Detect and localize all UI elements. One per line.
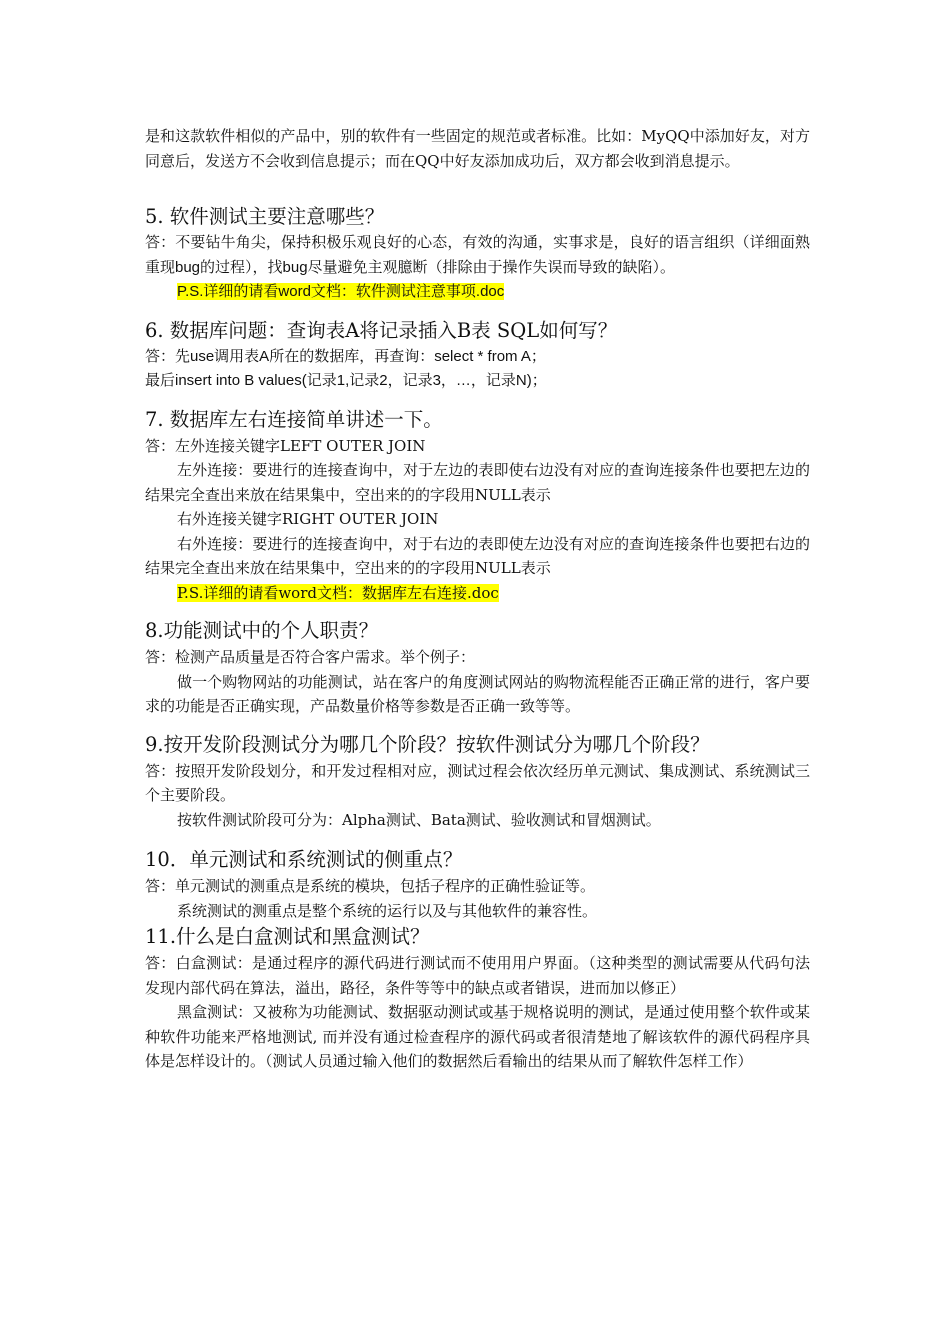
- question-6-line-2: 最后insert into B values(记录1,记录2，记录3，…，记录N)；: [145, 372, 547, 389]
- highlighted-note: P.S.详细的请看word文档：数据库左右连接.doc: [177, 583, 499, 602]
- question-7-line-2: 左外连接：要进行的连接查询中，对于左边的表即使右边没有对应的查询连接条件也要把左边的结果完全查出来放在结果集中，空出来的的字段用NULL表示: [145, 461, 810, 504]
- question-11-heading: 11.什么是白盒测试和黑盒测试？: [145, 925, 430, 948]
- intro-paragraph: 是和这款软件相似的产品中，别的软件有一些固定的规范或者标准。比如：MyQQ中添加好友，对方同意后，发送方不会收到信息提示；而在QQ中好友添加成功后，双方都会收到消息提示。: [145, 127, 810, 170]
- question-5-answer: 答：不要钻牛角尖，保持积极乐观良好的心态，有效的沟通，实事求是，良好的语言组织（详细面熟重现bug的过程），找bug尽量避免主观臆断（排除由于操作失误而导致的缺陷）。: [145, 234, 810, 276]
- question-7-line-3: 右外连接关键字RIGHT OUTER JOIN: [177, 510, 439, 528]
- question-7-note: [145, 581, 810, 606]
- question-8-line-1: 答：检测产品质量是否符合客户需求。举个例子：: [145, 648, 476, 666]
- question-6-line-1: 答：先use调用表A所在的数据库，再查询：select * from A；: [145, 347, 546, 365]
- question-10-line-2: 系统测试的测重点是整个系统的运行以及与其他软件的兼容性。: [177, 901, 598, 920]
- question-7-heading: 7. 数据库左右连接简单讲述一下。: [145, 407, 443, 431]
- highlighted-note: P.S.详细的请看word文档：软件测试注意事项.doc: [177, 283, 505, 300]
- question-11-line-1: 答：白盒测试：是通过程序的源代码进行测试而不使用用户界面。（这种类型的测试需要从代码句法发现内部代码在算法，溢出，路径，条件等等中的缺点或者错误，进而加以修正）: [145, 954, 810, 997]
- question-8-line-2: 做一个购物网站的功能测试，站在客户的角度测试网站的购物流程能否正确正常的进行，客户要求的功能是否正确实现，产品数量价格等参数是否正确一致等等。: [145, 672, 810, 715]
- document-body: [145, 124, 810, 1074]
- question-9-line-2: 按软件测试阶段可分为：Alpha测试、Bata测试、验收测试和冒烟测试。: [177, 810, 661, 829]
- question-7-line-4: 右外连接：要进行的连接查询中，对于右边的表即使左边没有对应的查询连接条件也要把右边的结果完全查出来放在结果集中，空出来的的字段用NULL表示: [145, 534, 810, 577]
- question-10-heading: 10．单元测试和系统测试的侧重点？: [145, 848, 463, 871]
- question-10-line-1: 答：单元测试的测重点是系统的模块，包括子程序的正确性验证等。: [145, 877, 596, 895]
- question-7-line-1: 答：左外连接关键字LEFT OUTER JOIN: [145, 436, 426, 455]
- question-6-heading: 6. 数据库问题：查询表A将记录插入B表 SQL如何写？: [145, 318, 618, 342]
- question-8-heading: 8.功能测试中的个人职责？: [145, 619, 379, 642]
- question-9-heading: 9.按开发阶段测试分为哪几个阶段？按软件测试分为哪几个阶段？: [145, 732, 710, 756]
- question-11-line-2: 黑盒测试：又被称为功能测试、数据驱动测试或基于规格说明的测试，是通过使用整个软件或某种软件功能来严格地测试, 而并没有通过检查程序的源代码或者很清楚地了解该软件的源代码程序具体是怎样设计的。（测试人员通过输入他们的数据然后看输出的结果从而了解软件怎样工作）: [145, 1003, 810, 1070]
- question-5-heading: 5. 软件测试主要注意哪些？: [145, 205, 385, 228]
- question-9-line-1: 答：按照开发阶段划分，和开发过程相对应，测试过程会依次经历单元测试、集成测试、系统测试三个主要阶段。: [145, 761, 810, 804]
- question-5-note: [145, 280, 810, 305]
